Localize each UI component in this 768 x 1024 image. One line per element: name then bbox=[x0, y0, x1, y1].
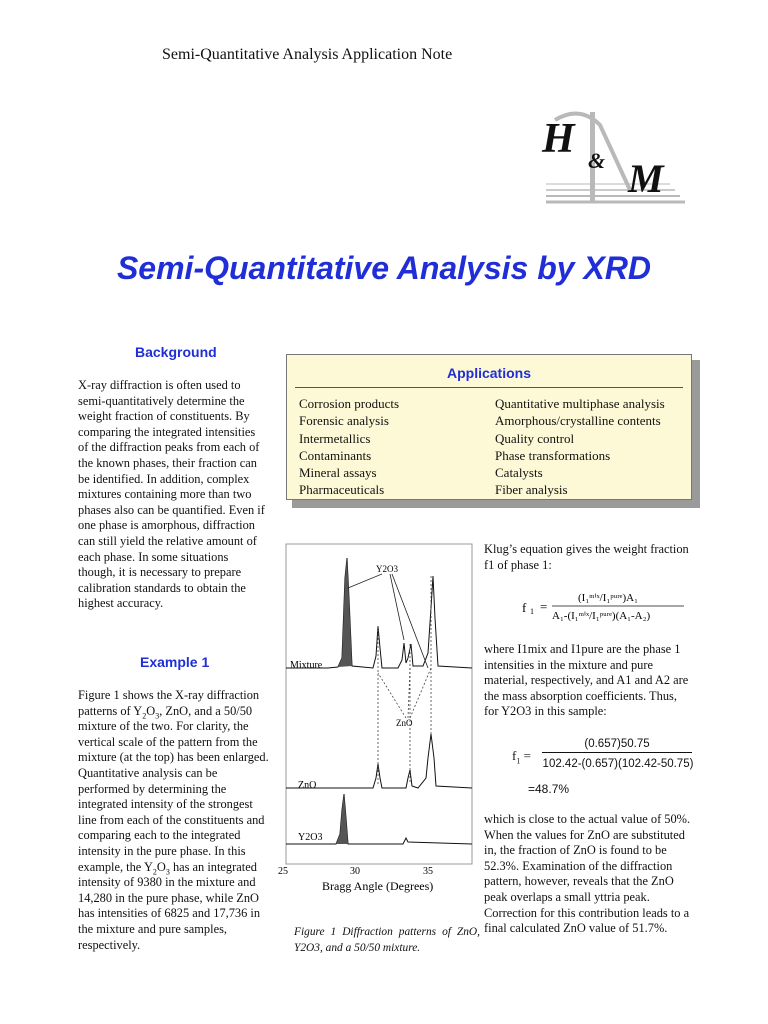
background-text: X-ray diffraction is often used to semi-quantitatively determine the weight fraction of constituents. By comparing the integrated intensities of the diffraction peaks from each of the known phases, their fraction can be identified. In addition, complex mixtures containing more than two phases also can be quantified. Even if one phase is amorphous, diffraction can still yield the relative amount of each phase. In some situations though, it is necessary to prepare calibration standards to obtain the highest accuracy. bbox=[78, 378, 265, 611]
figure-caption: Figure 1 Diffraction patterns of ZnO, Y2O3, and a 50/50 mixture. bbox=[294, 926, 480, 954]
label-zno: ZnO bbox=[298, 780, 317, 791]
svg-text:(I₁ᵐⁱˣ/I₁ᵖᵘʳᵉ)A₁: (I₁ᵐⁱˣ/I₁ᵖᵘʳᵉ)A₁ bbox=[578, 592, 638, 604]
app-item: Mineral assays bbox=[299, 465, 377, 481]
calc-numerator: (0.657)50.75 bbox=[542, 738, 692, 753]
background-heading: Background bbox=[135, 344, 217, 360]
klug-equation bbox=[518, 588, 688, 624]
app-item: Amorphous/crystalline contents bbox=[495, 413, 661, 429]
app-item: Quality control bbox=[495, 430, 575, 446]
applications-box bbox=[286, 354, 692, 500]
svg-text:f: f bbox=[522, 600, 527, 615]
header-note: Semi-Quantitative Analysis Application Note bbox=[162, 46, 453, 63]
x-axis-label: Bragg Angle (Degrees) bbox=[322, 879, 434, 893]
app-item: Corrosion products bbox=[299, 396, 400, 411]
app-item: Contaminants bbox=[299, 447, 372, 463]
logo-m: M bbox=[628, 156, 664, 201]
label-y2o3-top: Y2O3 bbox=[376, 564, 398, 574]
app-item: Quantitative multiphase analysis bbox=[495, 396, 665, 411]
logo-amp: & bbox=[588, 148, 606, 173]
svg-text:=: = bbox=[540, 599, 548, 614]
closing-text: which is close to the actual value of 50%. When the values for ZnO are substituted in, the fraction of ZnO is found to be 52.3%. Examination of the diffraction pattern, however, reveals that the ZnO peak overlaps a small yttria peak. Correction for this contribution leads to a final calculated ZnO value of 51.7%. bbox=[484, 812, 691, 936]
calc-result: =48.7% bbox=[528, 782, 570, 796]
app-item: Phase transformations bbox=[495, 447, 611, 463]
label-mixture: Mixture bbox=[290, 660, 323, 671]
y2o3-calculation: $f_1$ = (0.657)50.75 102.42-(0.657)(102.42-50.75) =48.7% bbox=[508, 736, 696, 800]
app-item: Fiber analysis bbox=[495, 482, 568, 498]
applications-heading: Applications bbox=[446, 365, 531, 381]
label-y2o3: Y2O3 bbox=[298, 832, 323, 843]
applications-right-list bbox=[495, 395, 665, 499]
app-item: Catalysts bbox=[495, 465, 543, 481]
applications-left-list bbox=[299, 395, 399, 499]
x-tick-25: 25 bbox=[278, 866, 288, 877]
applications-divider bbox=[295, 387, 683, 388]
label-zno-mid: ZnO bbox=[396, 718, 413, 728]
klug-where-text: where I1mix and I1pure are the phase 1 intensities in the mixture and pure material, respectively, and A1 and A2 are the mass absorption coefficients. Thus, for Y2O3 in this sample: bbox=[484, 642, 689, 719]
svg-text:1: 1 bbox=[530, 607, 534, 616]
calc-denominator: 102.42-(0.657)(102.42-50.75) bbox=[542, 758, 694, 770]
x-tick-30: 30 bbox=[350, 866, 360, 877]
logo-h: H bbox=[542, 116, 575, 162]
klug-intro-text: Klug’s equation gives the weight fraction f1 of phase 1: bbox=[484, 542, 689, 572]
example-text: Figure 1 shows the X-ray diffraction patterns of $Y_2O_3$, ZnO, and a 50/50 mixture of the two. For clarity, the vertical scale of the pattern from the mixture (at the top) has been enlarged. Quantitative analysis can be performed by determining the integrated intensity of the strongest line from each of the constituents and comparing each to the integrated intensity in the pure phase. In this example, the $Y_2O_3$ has an integrated intensity of 9380 in the mixture and 14,280 in the pure phase, while ZnO has intensities of 6825 and 17,736 in the mixture and pure samples, respectively. bbox=[78, 688, 269, 952]
app-item: Pharmaceuticals bbox=[299, 482, 385, 498]
hm-logo bbox=[540, 110, 690, 210]
app-item: Intermetallics bbox=[299, 430, 371, 446]
page-title: Semi-Quantitative Analysis by XRD bbox=[116, 250, 652, 286]
app-item: Forensic analysis bbox=[299, 413, 389, 429]
svg-text:A₁-(I₁ᵐⁱˣ/I₁ᵖᵘʳᵉ)(A₁-A₂): A₁-(I₁ᵐⁱˣ/I₁ᵖᵘʳᵉ)(A₁-A₂) bbox=[552, 610, 651, 622]
diffraction-figure bbox=[278, 538, 474, 898]
x-tick-35: 35 bbox=[423, 866, 433, 877]
example-heading: Example 1 bbox=[140, 654, 210, 670]
